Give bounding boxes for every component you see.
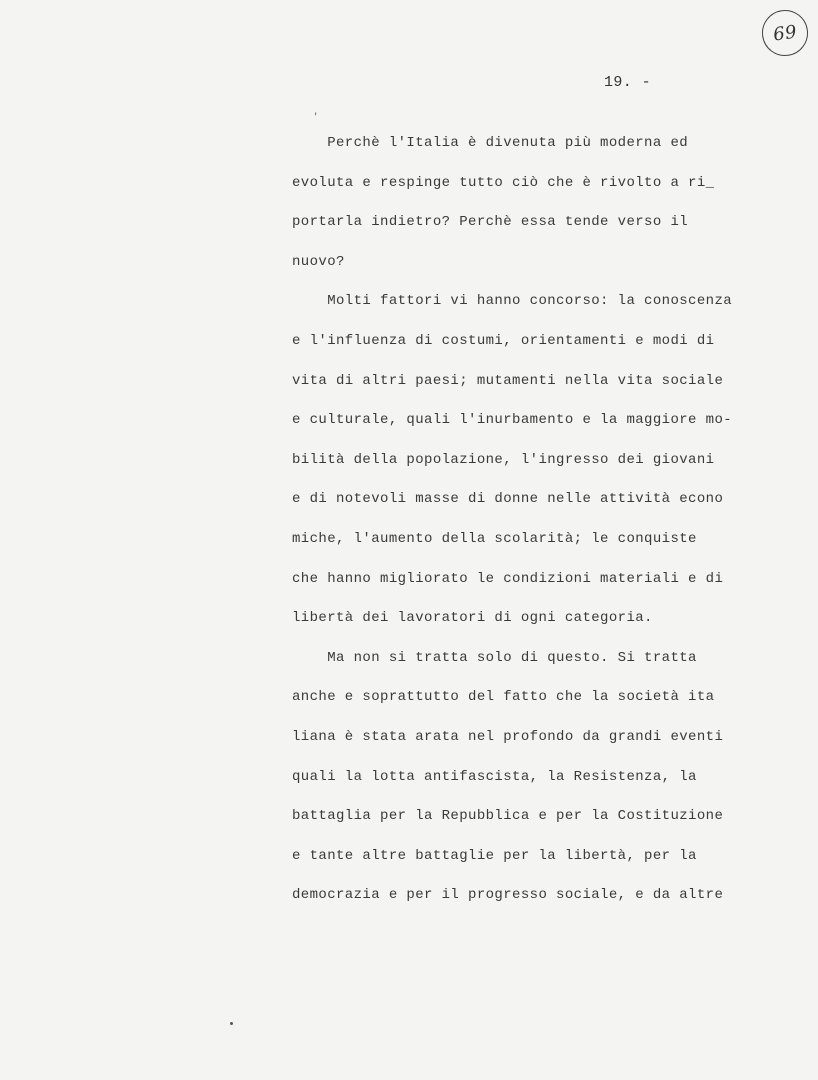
text-line: e culturale, quali l'inurbamento e la maggiore mo- [292, 412, 733, 429]
typed-text-body [292, 131, 812, 923]
text-line: Perchè l'Italia è divenuta più moderna ed [292, 135, 689, 151]
text-line: anche e soprattutto del fatto che la società ita [292, 689, 715, 706]
page-stamp [759, 7, 811, 59]
text-line: vita di altri paesi; mutamenti nella vita sociale [292, 372, 724, 389]
text-line: battaglia per la Repubblica e per la Costituzione [292, 808, 724, 825]
text-line: e l'influenza di costumi, orientamenti e modi di [292, 332, 715, 349]
text-line: libertà dei lavoratori di ogni categoria. [292, 610, 653, 627]
page-number: 19. - [604, 74, 652, 91]
text-line: Molti fattori vi hanno concorso: la conoscenza [292, 293, 733, 310]
tick-mark: ' [313, 112, 319, 122]
text-line: democrazia e per il progresso sociale, e da altre [292, 887, 724, 904]
text-line: liana è stata arata nel profondo da grandi eventi [292, 728, 724, 745]
stamp-number: 69 [771, 20, 799, 46]
text-line: Ma non si tratta solo di questo. Si tratta [292, 649, 697, 666]
text-line: evoluta e respinge tutto ciò che è rivolto a ri_ [292, 174, 715, 191]
text-line: bilità della popolazione, l'ingresso dei giovani [292, 451, 715, 468]
text-line: e di notevoli masse di donne nelle attività econo [292, 491, 724, 508]
text-line: portarla indietro? Perchè essa tende verso il [292, 214, 689, 231]
text-line: e tante altre battaglie per la libertà, per la [292, 847, 697, 864]
text-line: nuovo? [292, 253, 345, 270]
text-line: miche, l'aumento della scolarità; le conquiste [292, 530, 697, 547]
ink-speck [230, 1022, 233, 1025]
text-line: quali la lotta antifascista, la Resistenza, la [292, 768, 697, 785]
text-line: che hanno migliorato le condizioni materiali e di [292, 570, 724, 587]
